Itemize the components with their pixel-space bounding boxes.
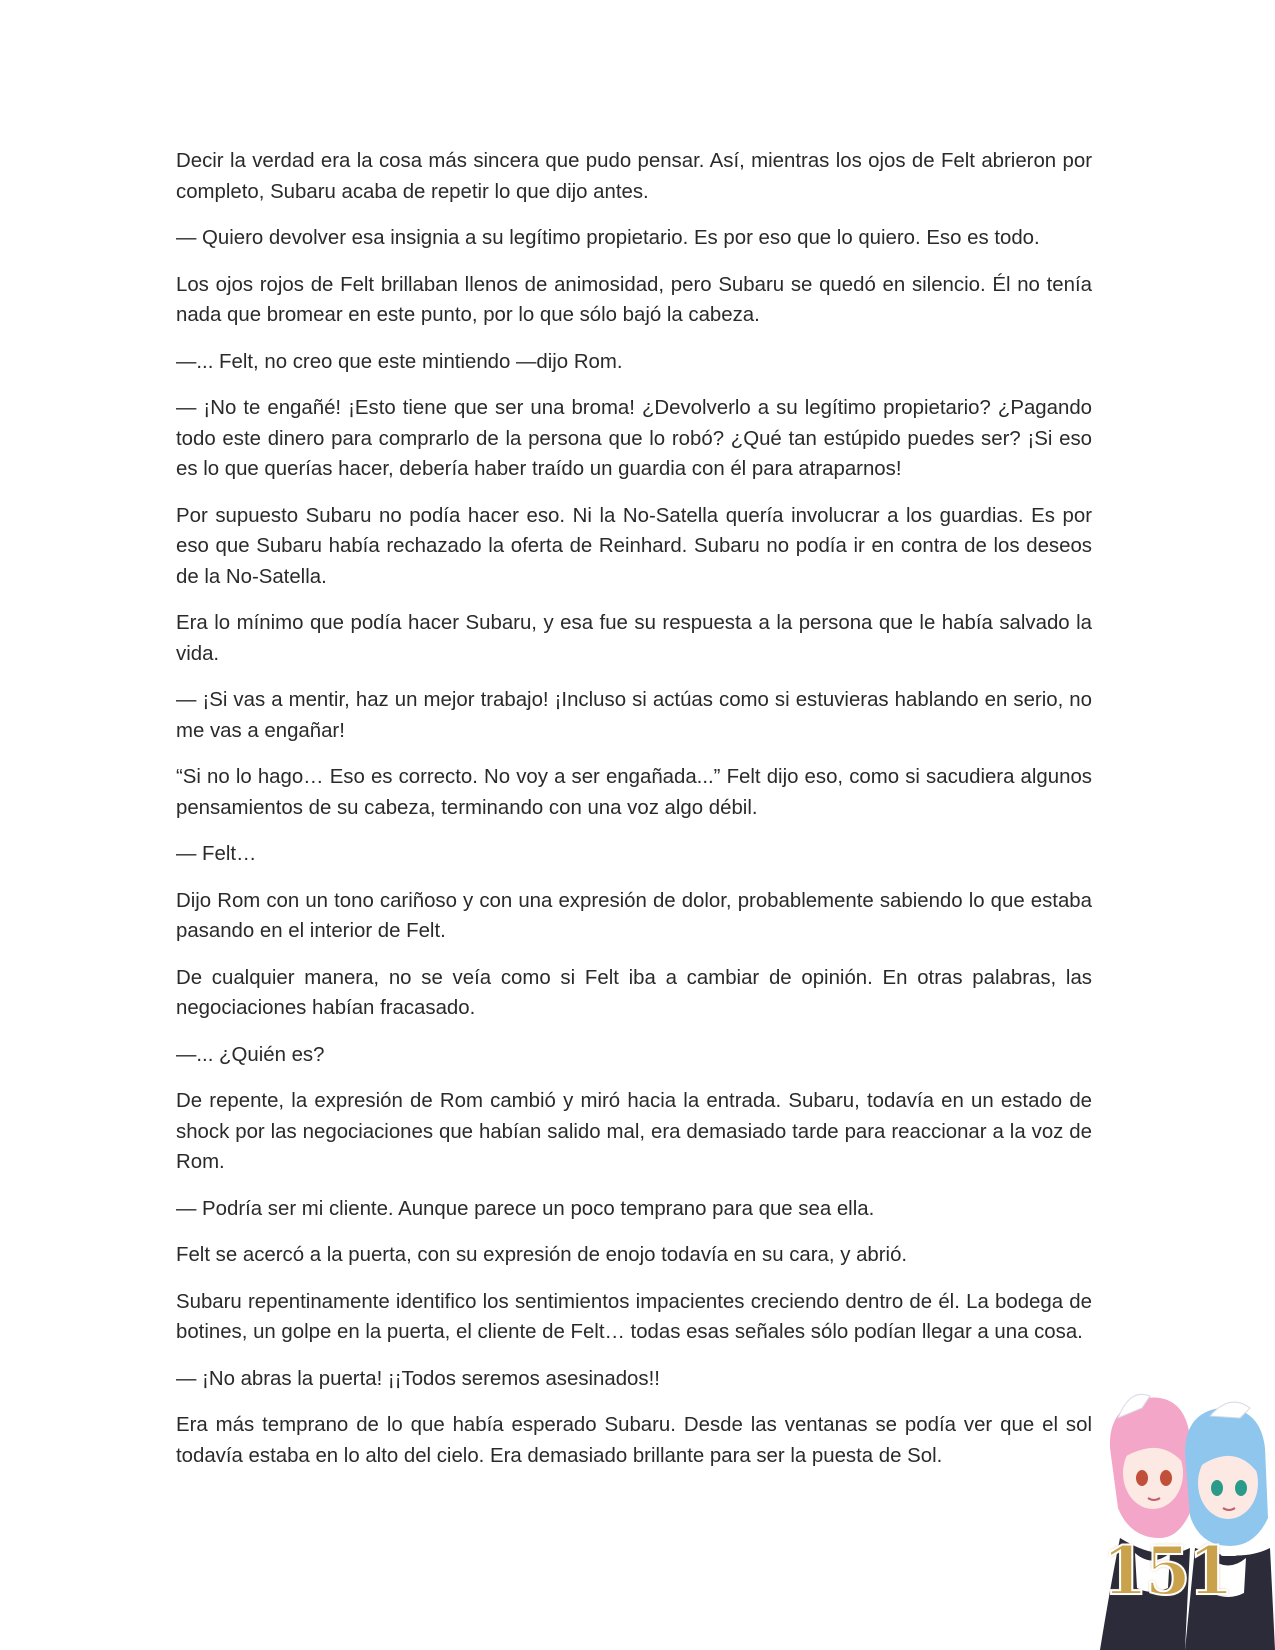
paragraph: Felt se acercó a la puerta, con su expresión de enojo todavía en su cara, y abrió.: [176, 1244, 908, 1266]
paragraph: “Si no lo hago… Eso es correcto. No voy a ser engañada...” Felt dijo eso, como si sacudiera algunos pensamientos de su cabeza, terminando con una voz algo débil.: [176, 766, 1092, 819]
paragraph: De repente, la expresión de Rom cambió y miró hacia la entrada. Subaru, todavía en un estado de shock por las negociaciones que habían salido mal, era demasiado tarde para reaccionar a la voz de Rom.: [176, 1090, 1092, 1173]
paragraph: — ¡No abras la puerta! ¡¡Todos seremos asesinados!!: [176, 1367, 660, 1390]
paragraph: — Podría ser mi cliente. Aunque parece un poco temprano para que sea ella.: [176, 1197, 875, 1220]
paragraph: Subaru repentinamente identifico los sentimientos impacientes creciendo dentro de él. La bodega de botines, un golpe en la puerta, el cliente de Felt… todas esas señales sólo podían llegar a una cosa.: [176, 1290, 1092, 1343]
paragraph: Era más temprano de lo que había esperado Subaru. Desde las ventanas se podía ver que el sol todavía estaba en lo alto del cielo. Era demasiado brillante para ser la puesta de Sol.: [176, 1414, 1092, 1467]
paragraph: —... ¿Quién es?: [176, 1043, 325, 1066]
paragraph: —... Felt, no creo que este mintiendo —dijo Rom.: [176, 350, 623, 373]
paragraph: Por supuesto Subaru no podía hacer eso. Ni la No-Satella quería involucrar a los guardias. Es por eso que Subaru había rechazado la oferta de Reinhard. Subaru no podía ir en contra de los deseos de la No-Satella.: [176, 504, 1092, 588]
paragraph: Decir la verdad era la cosa más sincera que pudo pensar. Así, mientras los ojos de Felt abrieron por completo, Subaru acaba de repetir lo que dijo antes.: [176, 150, 1092, 203]
paragraph: — Quiero devolver esa insignia a su legítimo propietario. Es por eso que lo quiero. Eso es todo.: [176, 227, 1040, 249]
paragraph: Era lo mínimo que podía hacer Subaru, y esa fue su respuesta a la persona que le había salvado la vida.: [176, 612, 1092, 665]
paragraph: De cualquier manera, no se veía como si Felt iba a cambiar de opinión. En otras palabras, las negociaciones habían fracasado.: [176, 966, 1092, 1019]
paragraph: — Felt…: [176, 843, 257, 865]
anime-twin-maids-illustration-icon: [1090, 1388, 1275, 1650]
paragraph: Los ojos rojos de Felt brillaban llenos de animosidad, pero Subaru se quedó en silencio. Él no tenía nada que bromear en este punto, por lo que sólo bajó la cabeza.: [176, 273, 1092, 326]
paragraph: — ¡Si vas a mentir, haz un mejor trabajo! ¡Incluso si actúas como si estuvieras hablando en serio, no me vas a engañar!: [176, 689, 1092, 742]
body-text: [176, 146, 1092, 1487]
paragraph: — ¡No te engañé! ¡Esto tiene que ser una broma! ¿Devolverlo a su legítimo propietario? ¿Pagando todo este dinero para comprarlo de la persona que lo robó? ¿Qué tan estúpido puedes ser? ¡Si eso es lo que querías hacer, debería haber traído un guardia con él para atraparnos!: [176, 397, 1092, 480]
page-number: 151: [1102, 1532, 1231, 1610]
paragraph: Dijo Rom con un tono cariñoso y con una expresión de dolor, probablemente sabiendo lo que estaba pasando en el interior de Felt.: [176, 889, 1092, 942]
